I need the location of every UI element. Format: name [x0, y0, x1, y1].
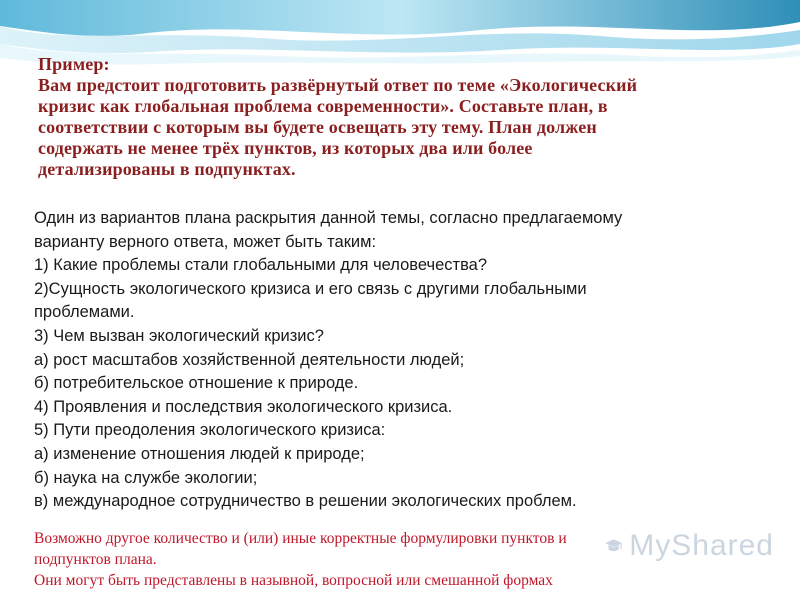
- plan-subitem-5a: а) изменение отношения людей к природе;: [34, 444, 365, 463]
- footnote-line: Возможно другое количество и (или) иные корректные формулировки пунктов и: [34, 530, 567, 547]
- task-line: содержать не менее трёх пунктов, из которых два или более: [38, 138, 533, 158]
- footnote-line: подпунктов плана.: [34, 551, 157, 568]
- task-statement: [38, 54, 773, 180]
- plan-item-3: 3) Чем вызван экологический кризис?: [34, 326, 324, 345]
- task-line: Вам предстоит подготовить развёрнутый ответ по теме «Экологический: [38, 75, 638, 95]
- task-line: детализированы в подпунктах.: [38, 159, 296, 179]
- plan-subitem-5c: в) международное сотрудничество в решении экологических проблем.: [34, 492, 577, 511]
- plan-item-1: 1) Какие проблемы стали глобальными для человечества?: [34, 256, 488, 275]
- footnote-line: Они могут быть представлены в назывной, вопросной или смешанной формах: [34, 572, 553, 589]
- watermark: [604, 528, 774, 564]
- answer-intro-line: варианту верного ответа, может быть таким:: [34, 232, 377, 251]
- task-line: кризис как глобальная проблема современности». Составьте план, в: [38, 96, 608, 116]
- plan-item-5: 5) Пути преодоления экологического кризиса:: [34, 421, 386, 440]
- plan-item-2: 2)Сущность экологического кризиса и его связь с другими глобальными: [34, 279, 587, 298]
- task-heading: Пример:: [38, 54, 110, 74]
- task-line: соответствии с которым вы будете освещать эту тему. План должен: [38, 117, 597, 137]
- plan-subitem-5b: б) наука на службе экологии;: [34, 468, 258, 487]
- answer-intro-line: Один из вариантов плана раскрытия данной темы, согласно предлагаемому: [34, 209, 623, 227]
- watermark-text: MyShared: [629, 529, 774, 562]
- answer-plan: [34, 207, 774, 514]
- plan-subitem-3a: а) рост масштабов хозяйственной деятельности людей;: [34, 350, 465, 369]
- plan-item-2-cont: проблемами.: [34, 303, 135, 322]
- plan-item-4: 4) Проявления и последствия экологического кризиса.: [34, 397, 453, 416]
- plan-subitem-3b: б) потребительское отношение к природе.: [34, 374, 359, 393]
- graduation-cap-icon: [604, 531, 623, 561]
